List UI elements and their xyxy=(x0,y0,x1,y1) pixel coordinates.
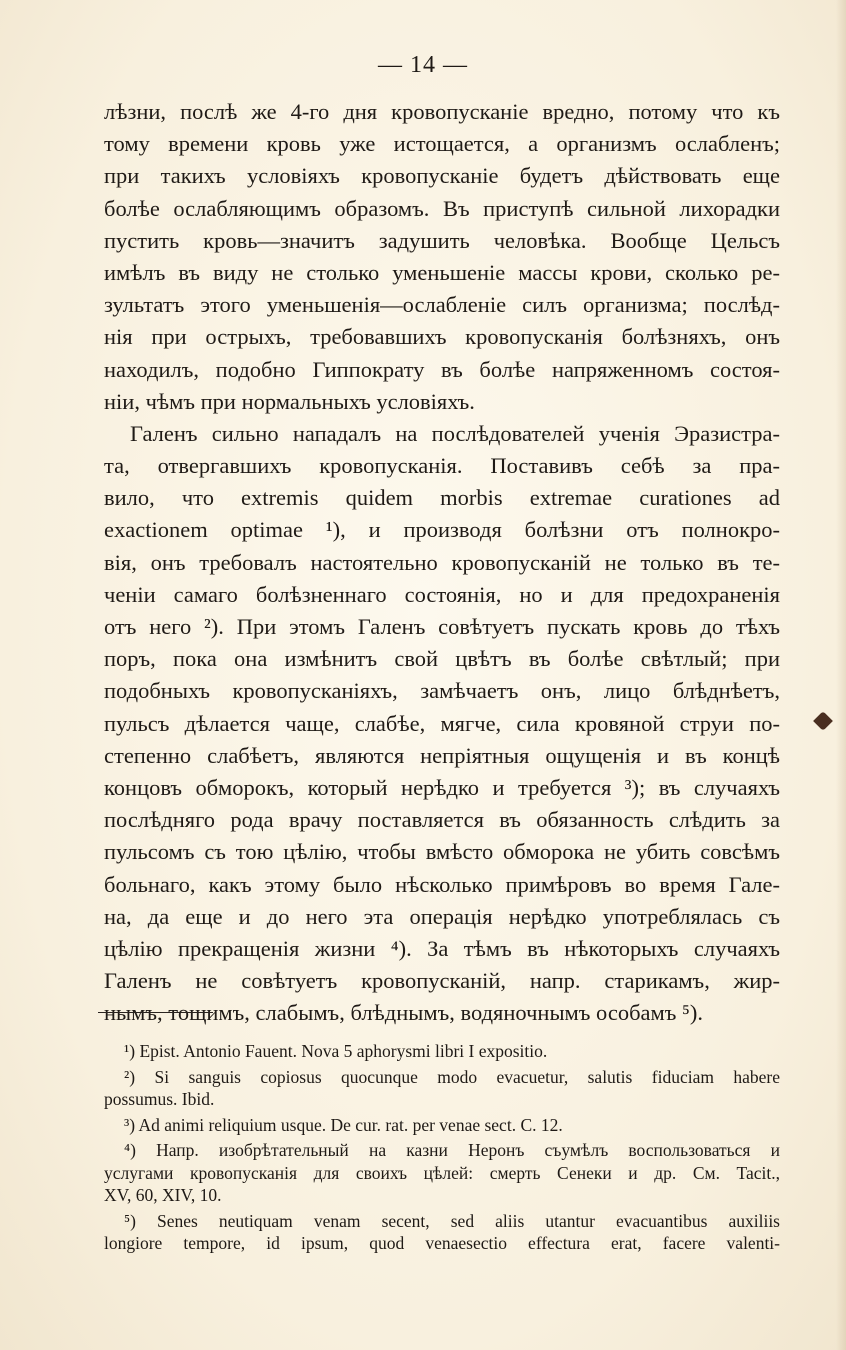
footnote-line: ²) Si sanguis copiosus quocunque modo evacuetur, salutis fiduciam habere xyxy=(124,1066,780,1087)
text-line: пульсъ дѣлается чаще, слабѣе, мягче, сила кровяной струи по- xyxy=(104,710,780,736)
text-line: нія при острыхъ, требовавшихъ кровопусканія болѣзняхъ, онъ xyxy=(104,324,780,350)
footnote xyxy=(104,1210,780,1255)
footnote xyxy=(104,1114,780,1137)
text-line: отъ него ²). При этомъ Галенъ совѣтуетъ пускать кровь до тѣхъ xyxy=(104,614,780,639)
footnote-line: possumus. Ibid. xyxy=(104,1089,215,1109)
text-line: Галенъ не совѣтуетъ кровопусканій, напр. старикамъ, жир- xyxy=(104,968,780,994)
text-line: степенно слабѣетъ, являются непріятныя ощущенія и въ концѣ xyxy=(104,742,780,768)
text-line: пульсомъ съ тою цѣлію, чтобы вмѣсто обморока не убить совсѣмъ xyxy=(104,839,780,865)
text-line: вія, онъ требовалъ настоятельно кровопусканій не только въ те- xyxy=(104,549,780,575)
footnote-line: услугами кровопусканія для своихъ цѣлей: смерть Сенеки и др. См. Tacit., xyxy=(104,1162,780,1183)
text-line: поръ, пока она измѣнитъ свой цвѣтъ въ болѣе свѣтлый; при xyxy=(104,646,780,672)
footnote-line: ⁴) Напр. изобрѣтательный на казни Неронъ съумѣлъ воспользоваться и xyxy=(124,1140,780,1160)
text-line: при такихъ условіяхъ кровопусканіе будетъ дѣйствовать еще xyxy=(104,163,780,189)
footnote xyxy=(104,1139,780,1207)
text-line: болѣе ослабляющимъ образомъ. Въ приступѣ сильной лихорадки xyxy=(104,195,780,221)
text-line: подобныхъ кровопусканіяхъ, замѣчаетъ онъ, лицо блѣднѣетъ, xyxy=(104,678,780,704)
footnote-line: longiore tempore, id ipsum, quod venaesectio effectura erat, facere valenti- xyxy=(104,1233,780,1253)
text-line: ніи, чѣмъ при нормальныхъ условіяхъ. xyxy=(104,388,475,414)
text-line: на, да еще и до него эта операція нерѣдко употреблялась съ xyxy=(104,903,780,929)
text-line: ченіи самаго болѣзненнаго состоянія, но и для предохраненія xyxy=(104,581,780,607)
text-line: вило, что extremis quidem morbis extremae curationes ad xyxy=(104,485,780,511)
page-edge-shade xyxy=(836,0,846,1350)
text-line: послѣдняго рода врачу поставляется въ обязанность слѣдить за xyxy=(104,807,780,833)
text-line: тому времени кровь уже истощается, а организмъ ослабленъ; xyxy=(104,131,780,157)
text-line: находилъ, подобно Гиппократу въ болѣе напряженномъ состоя- xyxy=(104,356,780,382)
page-number: — 14 — xyxy=(378,52,468,78)
main-text xyxy=(104,96,780,1029)
footnote-line: ³) Ad animi reliquium usque. De cur. rat. per venae sect. C. 12. xyxy=(124,1114,563,1135)
footnote-line: ¹) Epist. Antonio Fauent. Nova 5 aphorysmi libri I expositio. xyxy=(124,1041,548,1061)
text-line: имѣлъ въ виду не столько уменьшеніе массы крови, сколько ре- xyxy=(104,259,780,285)
footnote xyxy=(104,1066,780,1111)
ink-blot xyxy=(813,711,833,731)
text-line: концовъ обморокъ, который нерѣдко и требуется ³); въ случаяхъ xyxy=(104,774,780,800)
footnotes xyxy=(104,1040,780,1255)
text-line: цѣлію прекращенія жизни ⁴). За тѣмъ въ нѣкоторыхъ случаяхъ xyxy=(104,935,780,961)
text-line: exactionem optimae ¹), и производя болѣзни отъ полнокро- xyxy=(104,517,780,543)
text-line: больнаго, какъ этому было нѣсколько примѣровъ во время Гале- xyxy=(104,871,780,897)
text-line: зультатъ этого уменьшенія—ослабленіе силъ организма; послѣд- xyxy=(104,292,780,318)
text-line: пустить кровь—значитъ задушить человѣка. Вообще Цельсъ xyxy=(104,227,780,253)
text-line: нымъ, тощимъ, слабымъ, блѣднымъ, водяночнымъ особамъ ⁵). xyxy=(104,1000,703,1026)
text-line: та, отвергавшихъ кровопусканія. Поставивъ себѣ за пра- xyxy=(104,453,780,479)
footnote xyxy=(104,1040,780,1063)
footnote-line: ⁵) Senes neutiquam venam secent, sed aliis utantur evacuantibus auxiliis xyxy=(124,1210,780,1231)
footnote-line: XV, 60, XIV, 10. xyxy=(104,1185,222,1205)
text-line: лѣзни, послѣ же 4-го дня кровопусканіе вредно, потому что къ xyxy=(104,99,780,124)
text-line: Галенъ сильно нападалъ на послѣдователей ученія Эразистра- xyxy=(130,420,780,446)
footnote-separator xyxy=(98,1012,213,1013)
